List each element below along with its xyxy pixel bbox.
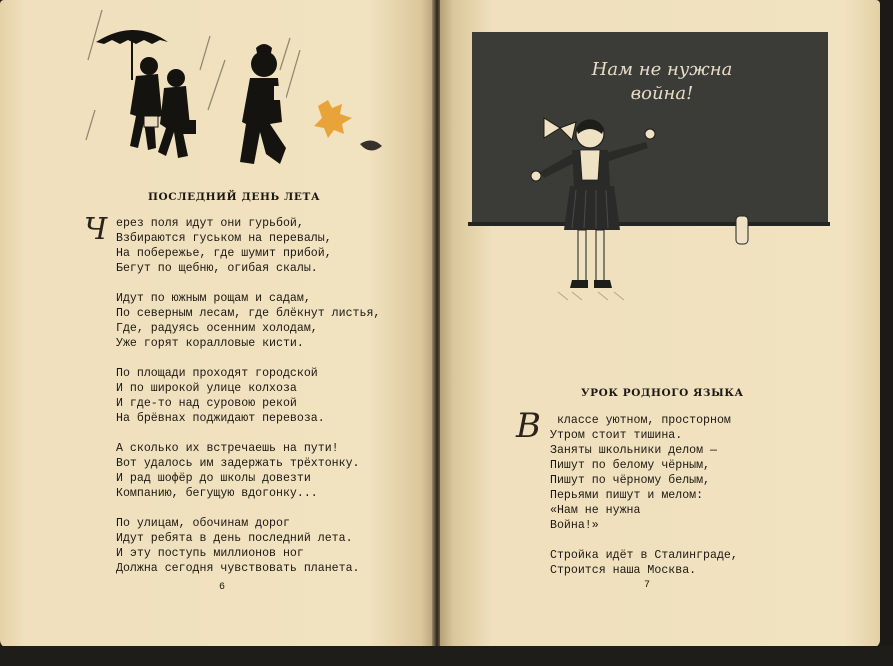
poem-line: Заняты школьники делом — [550, 444, 717, 457]
page-number: 6 [219, 582, 226, 593]
stanza [116, 366, 380, 426]
poem-line: Война!» [550, 519, 599, 532]
poem-line: Строится наша Москва. [550, 564, 697, 577]
drop-cap: В [516, 406, 541, 446]
poem-line: Бегут по щебню, огибая скалы. [116, 262, 318, 275]
poem-line: классе уютном, просторном [550, 414, 731, 427]
stanza [116, 441, 380, 501]
poem-line: Где, радуясь осенним холодам, [116, 322, 318, 335]
stanza [550, 548, 738, 578]
page-edge [880, 0, 893, 650]
poem-line: Уже горят коралловые кисти. [116, 337, 304, 350]
poem-line: А сколько их встречаешь на пути! [116, 442, 339, 455]
poem-line: На брёвнах поджидают перевоза. [116, 412, 325, 425]
poem-line: Идут по южным рощам и садам, [116, 292, 311, 305]
blackboard-text [552, 58, 772, 106]
stanza [116, 516, 380, 576]
poem-body [550, 413, 738, 593]
poem-line: Идут ребята в день последний лета. [116, 532, 353, 545]
children-in-rain-illustration [60, 0, 390, 180]
page-number: 7 [644, 580, 651, 591]
poem-line: И эту поступь миллионов ног [116, 547, 304, 560]
poem-line: Стройка идёт в Сталинграде, [550, 549, 738, 562]
stanza [550, 413, 738, 533]
poem-line: Компанию, бегущую вдогонку... [116, 487, 318, 500]
right-page [440, 0, 880, 648]
stanza [116, 216, 380, 276]
poem-title: ПОСЛЕДНИЙ ДЕНЬ ЛЕТА [148, 191, 321, 203]
poem-body [116, 216, 380, 591]
poem-line: Пишут по белому чёрным, [550, 459, 711, 472]
drop-cap: Ч [84, 212, 108, 247]
poem-line: По улицам, обочинам дорог [116, 517, 290, 530]
poem-line: И рад шофёр до школы довезти [116, 472, 311, 485]
left-page [0, 0, 434, 648]
poem-line: «Нам не нужна [550, 504, 641, 517]
poem-line: По площади проходят городской [116, 367, 318, 380]
poem-line: ерез поля идут они гурьбой, [116, 217, 304, 230]
poem-line: По северным лесам, где блёкнут листья, [116, 307, 381, 320]
poem-line: На побережье, где шумит прибой, [116, 247, 332, 260]
blackboard-line: Нам не нужна [591, 59, 733, 80]
poem-line: Вот удалось им задержать трёхтонку. [116, 457, 360, 470]
poem-line: Взбираются гуськом на перевалы, [116, 232, 332, 245]
poem-title: УРОК РОДНОГО ЯЗЫКА [581, 387, 744, 399]
poem-line: И где-то над суровою рекой [116, 397, 297, 410]
leaf-icon [314, 100, 352, 138]
background-edge [0, 646, 893, 666]
blackboard-line: война! [630, 83, 694, 104]
stanza [116, 291, 380, 351]
poem-line: Утром стоит тишина. [550, 429, 683, 442]
poem-line: Пишут по чёрному белым, [550, 474, 711, 487]
poem-line: Перьями пишут и мелом: [550, 489, 704, 502]
poem-line: И по широкой улице колхоза [116, 382, 297, 395]
poem-line: Должна сегодня чувствовать планета. [116, 562, 360, 575]
